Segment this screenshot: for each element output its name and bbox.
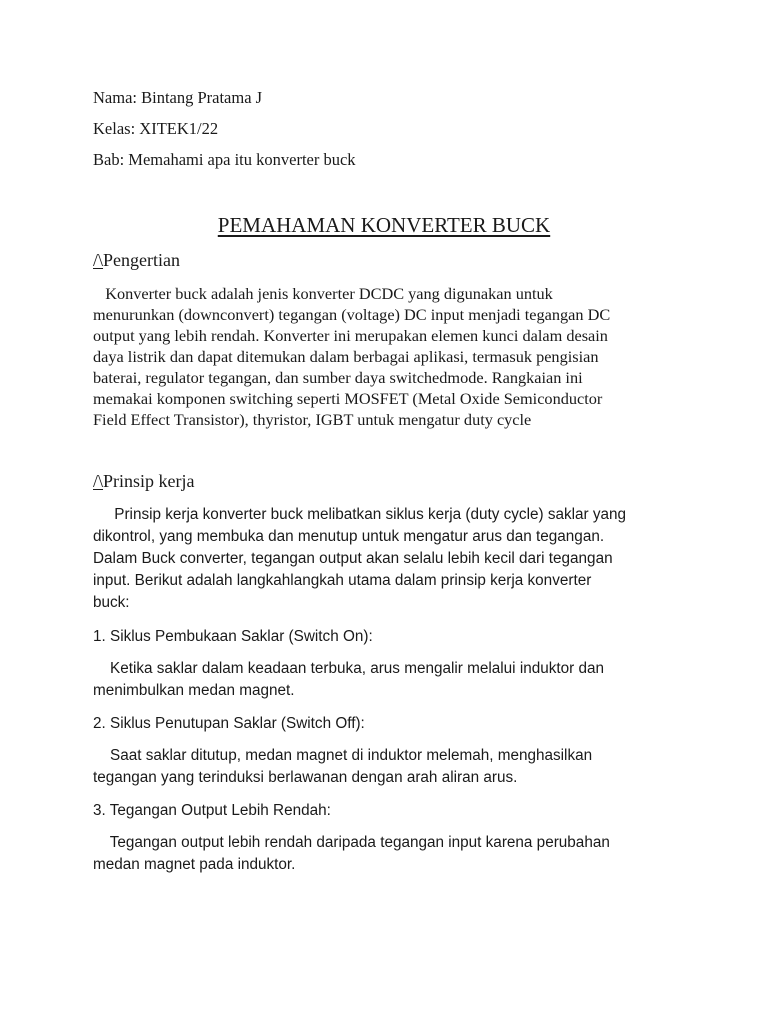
student-name: Nama: Bintang Pratama J — [93, 88, 263, 107]
heading-text: Pengertian — [103, 250, 180, 270]
paragraph-line: Dalam Buck converter, tegangan output akan selalu lebih kecil dari tegangan — [93, 550, 613, 567]
step-heading: 3. Tegangan Output Lebih Rendah: — [93, 802, 331, 819]
section-heading-prinsip-kerja — [93, 470, 195, 492]
paragraph-line: Konverter buck adalah jenis konverter DCDC yang digunakan untuk — [93, 284, 553, 303]
section-heading-pengertian — [93, 249, 180, 271]
paragraph-line: memakai komponen switching seperti MOSFET (Metal Oxide Semiconductor — [93, 389, 603, 408]
paragraph-line: input. Berikut adalah langkahlangkah utama dalam prinsip kerja konverter — [93, 572, 592, 589]
paragraph-line: output yang lebih rendah. Konverter ini merupakan elemen kunci dalam desain — [93, 326, 608, 345]
chapter-line: Bab: Memahami apa itu konverter buck — [93, 150, 356, 169]
heading-marker: /\ — [93, 250, 104, 270]
paragraph-line: menimbulkan medan magnet. — [93, 682, 295, 699]
paragraph-line: Tegangan output lebih rendah daripada tegangan input karena perubahan — [93, 834, 610, 851]
paragraph-line: buck: — [93, 594, 130, 611]
paragraph-line: Field Effect Transistor), thyristor, IGBT untuk mengatur duty cycle — [93, 410, 532, 429]
paragraph-line: Ketika saklar dalam keadaan terbuka, arus mengalir melalui induktor dan — [93, 660, 605, 677]
heading-text: Prinsip kerja — [103, 471, 195, 491]
paragraph-line: Saat saklar ditutup, medan magnet di induktor melemah, menghasilkan — [93, 747, 593, 764]
paragraph-line: tegangan yang terinduksi berlawanan dengan arah aliran arus. — [93, 769, 518, 786]
paragraph-line: Prinsip kerja konverter buck melibatkan siklus kerja (duty cycle) saklar yang — [93, 506, 627, 523]
heading-marker: /\ — [93, 471, 104, 491]
paragraph-line: menurunkan (downconvert) tegangan (voltage) DC input menjadi tegangan DC — [93, 305, 611, 324]
student-class: Kelas: XITEK1/22 — [93, 119, 219, 138]
paragraph-line: daya listrik dan dapat ditemukan dalam berbagai aplikasi, termasuk pengisian — [93, 347, 599, 366]
step-heading: 2. Siklus Penutupan Saklar (Switch Off): — [93, 715, 365, 732]
paragraph-line: medan magnet pada induktor. — [93, 856, 296, 873]
paragraph-line: baterai, regulator tegangan, dan sumber daya switchedmode. Rangkaian ini — [93, 368, 583, 387]
document-title: PEMAHAMAN KONVERTER BUCK — [217, 213, 551, 237]
step-heading: 1. Siklus Pembukaan Saklar (Switch On): — [93, 628, 373, 645]
paragraph-line: dikontrol, yang membuka dan menutup untuk mengatur arus dan tegangan. — [93, 528, 605, 545]
